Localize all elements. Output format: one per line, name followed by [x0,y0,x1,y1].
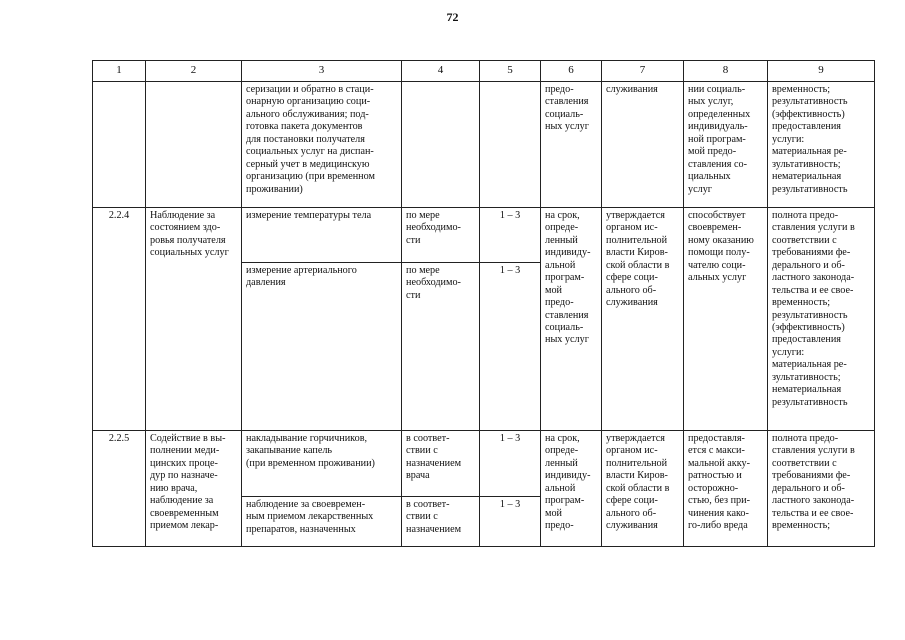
service-conditions: способствует своевремен- ному оказанию помощи полу- чателю соци- альных услуг [684,208,768,431]
service-name: Содействие в вы- полнении меди- цинских проце- дур по назначе- нию врача, наблюдение за своевременным приемом лекар- [146,431,242,547]
service-indicators: полнота предо- ставления услуги в соответствии с требованиями фе- дерального и об- ластного законода- тельства и ее свое- временность; результативность (эффективность) предоставления услуги: материальная ре- зультативность; нематериальная результативность [768,208,875,431]
column-header: 6 [541,61,602,82]
service-conditions: предоставля- ется с макси- мальной акку- ратностью и осторожно- стью, без при- чинения како- го-либо вреда [684,431,768,547]
service-count: 1 – 3 [480,431,541,497]
continuation-row [93,82,875,208]
empty-cell [146,82,242,208]
service-term: на срок, опреде- ленный индивиду- альной програм- мой предо- [541,431,602,547]
service-term: предо- ставления социаль- ных услуг [541,82,602,208]
subservice-name: измерение температуры тела [242,208,402,263]
service-tariff: служивания [602,82,684,208]
service-count: 1 – 3 [480,263,541,431]
table-row-2-2-4 [93,208,875,263]
empty-cell [402,82,480,208]
empty-cell [93,82,146,208]
subservice-name: измерение артериального давления [242,263,402,431]
service-indicators: полнота предо- ставления услуги в соответствии с требованиями фе- дерального и об- ластного законода- тельства и ее свое- временность; [768,431,875,547]
service-frequency: по мере необходимо- сти [402,263,480,431]
row-number: 2.2.4 [93,208,146,431]
header-row [93,61,875,82]
service-tariff: утверждается органом ис- полнительной власти Киров- ской области в сфере соци- ального об- служивания [602,431,684,547]
page-number: 72 [446,10,459,24]
service-count: 1 – 3 [480,497,541,547]
column-header: 2 [146,61,242,82]
service-indicators: временность; результативность (эффективность) предоставления услуги: материальная ре- зультативность; нематериальная результативность [768,82,875,208]
services-table [92,60,875,547]
column-header: 1 [93,61,146,82]
subservice-name: наблюдение за своевремен- ным приемом лекарственных препаратов, назначенных [242,497,402,547]
row-number: 2.2.5 [93,431,146,547]
service-frequency: в соответ- ствии с назначением врача [402,431,480,497]
service-frequency: по мере необходимо- сти [402,208,480,263]
column-header: 3 [242,61,402,82]
empty-cell [480,82,541,208]
service-conditions: нии социаль- ных услуг, определенных индивидуаль- ной програм- мой предо- ставления со- циальных услуг [684,82,768,208]
service-tariff: утверждается органом ис- полнительной власти Киров- ской области в сфере соци- ального об- служивания [602,208,684,431]
column-header: 8 [684,61,768,82]
column-header: 5 [480,61,541,82]
column-header: 7 [602,61,684,82]
column-header: 4 [402,61,480,82]
column-header: 9 [768,61,875,82]
table-row-2-2-5 [93,431,875,497]
subservice-name: накладывание горчичников, закапывание капель (при временном проживании) [242,431,402,497]
service-term: на срок, опреде- ленный индивиду- альной програм- мой предо- ставления социаль- ных услуг [541,208,602,431]
service-count: 1 – 3 [480,208,541,263]
service-name: Наблюдение за состоянием здо- ровья получателя социальных услуг [146,208,242,431]
service-frequency: в соответ- ствии с назначением [402,497,480,547]
service-description: серизации и обратно в стаци- онарную организацию соци- ального обслуживания; под- готовка пакета документов для постановки получателя социальных услуг на диспан- серный учет в медицинскую организацию (при временном проживании) [242,82,402,208]
